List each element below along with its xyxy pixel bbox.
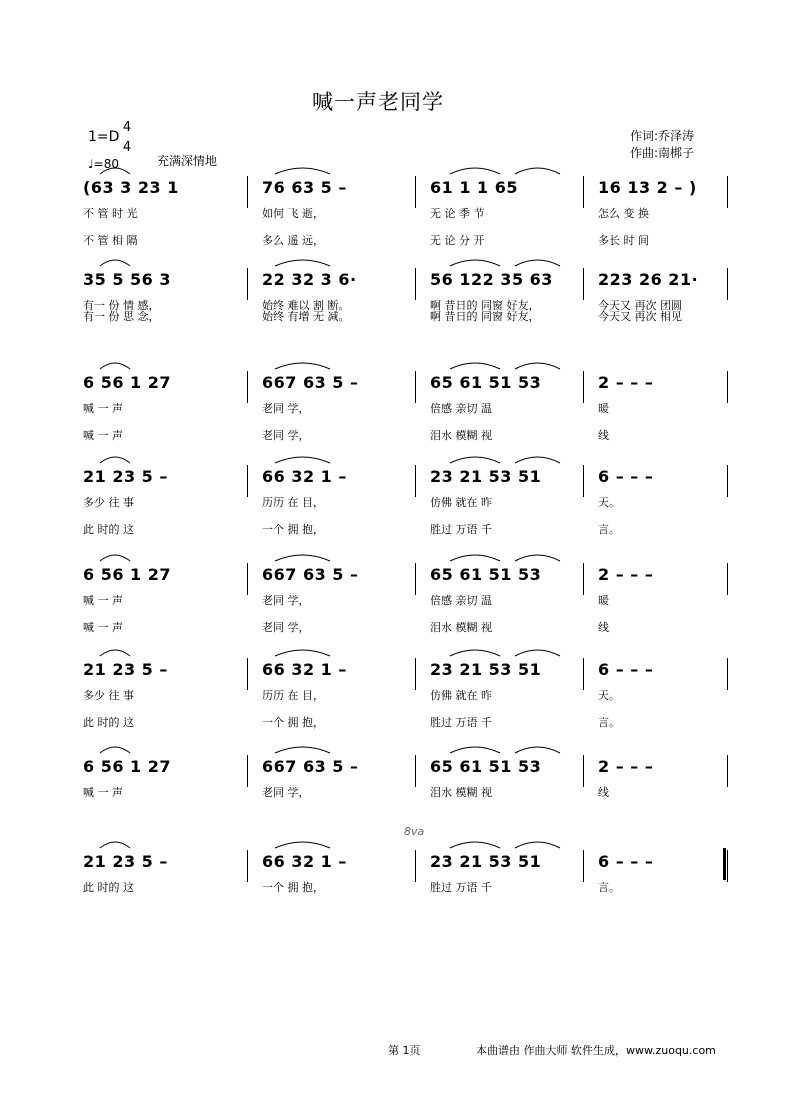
measure-notes: 667 63 5 –: [262, 757, 359, 776]
lyric-verse-1: 多少 往 事: [83, 496, 134, 509]
lyric-verse-1: 一个 拥 抱，: [262, 881, 324, 894]
slur-arc: [515, 747, 560, 753]
slur-arc: [100, 168, 130, 174]
time-signature-top: 4: [122, 120, 132, 135]
slur-arc: [515, 650, 560, 656]
slur-arc: [450, 457, 500, 463]
lyric-verse-1: 历历 在 目，: [262, 689, 324, 702]
lyric-verse-1: 老同 学，: [262, 594, 310, 607]
lyric-verse-1: 有一 份 情 感，: [83, 299, 160, 312]
tempo-value: =80: [93, 157, 119, 171]
quarter-note-icon: ♩: [88, 157, 94, 171]
measure-notes: 65 61 51 53: [430, 565, 542, 584]
lyric-verse-2: 泪水 模糊 视: [430, 621, 492, 634]
time-signature-bottom: 4: [122, 140, 132, 155]
software-credit: 本曲谱由 作曲大师 软件生成，www.zuoqu.com: [476, 1044, 716, 1057]
lyric-verse-2: 泪水 模糊 视: [430, 429, 492, 442]
lyric-verse-2: 始终 有增 无 减。: [262, 310, 350, 323]
key-signature: 1=D: [88, 129, 120, 145]
measure-notes: 23 21 53 51: [430, 852, 542, 871]
slur-arc: [450, 555, 500, 561]
lyric-verse-1: 老同 学，: [262, 402, 310, 415]
measure-notes: 65 61 51 53: [430, 373, 542, 392]
lyric-verse-2: 老同 学，: [262, 429, 310, 442]
slur-arc: [450, 650, 500, 656]
slur-arc: [450, 260, 500, 266]
lyric-verse-2: 胜过 万语 千: [430, 523, 492, 536]
slur-arc: [275, 747, 330, 753]
slur-arc: [100, 457, 130, 463]
slur-arc: [100, 747, 130, 753]
composer-credit: 作曲:南梆子: [630, 146, 695, 160]
measure-notes: 223 26 21·: [598, 270, 699, 289]
lyricist-credit: 作词:乔泽涛: [630, 129, 695, 143]
lyric-verse-1: 始终 难以 割 断。: [262, 299, 350, 312]
measure-notes: 6 56 1 27: [83, 373, 172, 392]
page-number: 第 1页: [388, 1044, 421, 1057]
slur-arc: [450, 842, 500, 848]
lyric-verse-1: 线: [598, 786, 609, 799]
slur-arc: [275, 842, 330, 848]
slur-arc: [275, 650, 330, 656]
measure-notes: 76 63 5 –: [262, 178, 347, 197]
slur-arc: [100, 363, 130, 369]
ottava-mark: 8va: [404, 825, 425, 838]
lyric-verse-1: 胜过 万语 千: [430, 881, 492, 894]
lyric-verse-1: 喊 一 声: [83, 402, 123, 415]
measure-notes: 66 32 1 –: [262, 660, 347, 679]
lyric-verse-1: 今天又 再次 团圆: [598, 299, 682, 312]
lyric-verse-1: 倍感 亲切 温: [430, 402, 492, 415]
lyric-verse-1: 老同 学，: [262, 786, 310, 799]
lyric-verse-1: 天。: [598, 496, 620, 509]
measure-notes: 65 61 51 53: [430, 757, 542, 776]
slur-arc: [275, 168, 330, 174]
slur-arc: [515, 363, 560, 369]
lyric-verse-1: 喊 一 声: [83, 594, 123, 607]
measure-notes: 21 23 5 –: [83, 467, 168, 486]
measure-notes: 667 63 5 –: [262, 373, 359, 392]
slur-arc: [100, 842, 130, 848]
lyric-verse-2: 喊 一 声: [83, 621, 123, 634]
lyric-verse-1: 啊 昔日的 同窗 好友，: [430, 299, 540, 312]
measure-notes: 22 32 3 6·: [262, 270, 357, 289]
lyric-verse-2: 无 论 分 开: [430, 234, 485, 247]
lyric-verse-2: 一个 拥 抱，: [262, 716, 324, 729]
lyric-verse-2: 老同 学，: [262, 621, 310, 634]
slur-arc: [450, 363, 500, 369]
lyric-verse-1: 仿佛 就在 昨: [430, 689, 492, 702]
lyric-verse-1: 多少 往 事: [83, 689, 134, 702]
slur-arc: [515, 842, 560, 848]
lyric-verse-2: 一个 拥 抱，: [262, 523, 324, 536]
slur-arc: [450, 747, 500, 753]
lyric-verse-2: 今天又 再次 相见: [598, 310, 682, 323]
slur-arc: [100, 555, 130, 561]
lyric-verse-2: 胜过 万语 千: [430, 716, 492, 729]
slur-arc: [515, 260, 560, 266]
measure-notes: 61 1 1 65: [430, 178, 519, 197]
lyric-verse-1: 如何 飞 逝，: [262, 207, 324, 220]
measure-notes: 6 – – –: [598, 467, 654, 486]
lyric-verse-2: 此 时的 这: [83, 716, 134, 729]
lyric-verse-2: 言。: [598, 523, 620, 536]
measure-notes: 2 – – –: [598, 565, 654, 584]
lyric-verse-2: 此 时的 这: [83, 523, 134, 536]
lyric-verse-1: 无 论 季 节: [430, 207, 485, 220]
measure-notes: 6 56 1 27: [83, 565, 172, 584]
lyric-verse-2: 喊 一 声: [83, 429, 123, 442]
measure-notes: 667 63 5 –: [262, 565, 359, 584]
measure-notes: 6 – – –: [598, 852, 654, 871]
slur-arc: [275, 457, 330, 463]
slur-arc: [275, 555, 330, 561]
lyric-verse-2: 有一 份 思 念，: [83, 310, 160, 323]
slur-arc: [515, 555, 560, 561]
measure-notes: 66 32 1 –: [262, 467, 347, 486]
measure-notes: 35 5 56 3: [83, 270, 172, 289]
lyric-verse-1: 历历 在 目，: [262, 496, 324, 509]
slur-arc: [275, 363, 330, 369]
slur-arc: [100, 650, 130, 656]
lyric-verse-1: 倍感 亲切 温: [430, 594, 492, 607]
measure-notes: 21 23 5 –: [83, 852, 168, 871]
measure-notes: 56 122 35 63: [430, 270, 553, 289]
lyric-verse-2: 线: [598, 429, 609, 442]
lyric-verse-1: 不 管 时 光: [83, 207, 138, 220]
lyric-verse-1: 喊 一 声: [83, 786, 123, 799]
measure-notes: 21 23 5 –: [83, 660, 168, 679]
measure-notes: 16 13 2 – ): [598, 178, 697, 197]
measure-notes: 2 – – –: [598, 757, 654, 776]
lyric-verse-2: 多么 遥 远，: [262, 234, 324, 247]
slur-arc: [450, 168, 500, 174]
lyric-verse-1: 此 时的 这: [83, 881, 134, 894]
lyric-verse-1: 怎么 变 换: [598, 207, 649, 220]
measure-notes: 23 21 53 51: [430, 467, 542, 486]
lyric-verse-1: 仿佛 就在 昨: [430, 496, 492, 509]
lyric-verse-2: 线: [598, 621, 609, 634]
page-title: 喊一声老同学: [312, 90, 444, 114]
lyric-verse-2: 不 管 相 隔: [83, 234, 138, 247]
lyric-verse-1: 暖: [598, 594, 609, 607]
slur-arc: [515, 168, 560, 174]
slur-arc: [515, 457, 560, 463]
measure-notes: 2 – – –: [598, 373, 654, 392]
lyric-verse-2: 啊 昔日的 同窗 好友，: [430, 310, 540, 323]
slur-arc: [275, 260, 330, 266]
expression-marking: 充满深情地: [157, 154, 218, 168]
measure-notes: (63 3 23 1: [83, 178, 179, 197]
lyric-verse-1: 言。: [598, 881, 620, 894]
measure-notes: 23 21 53 51: [430, 660, 542, 679]
lyric-verse-1: 泪水 模糊 视: [430, 786, 492, 799]
measure-notes: 6 56 1 27: [83, 757, 172, 776]
slur-arc: [100, 260, 130, 266]
measure-notes: 6 – – –: [598, 660, 654, 679]
final-barline: [723, 848, 726, 880]
lyric-verse-2: 多长 时 间: [598, 234, 649, 247]
lyric-verse-1: 暖: [598, 402, 609, 415]
lyric-verse-2: 言。: [598, 716, 620, 729]
lyric-verse-1: 天。: [598, 689, 620, 702]
measure-notes: 66 32 1 –: [262, 852, 347, 871]
